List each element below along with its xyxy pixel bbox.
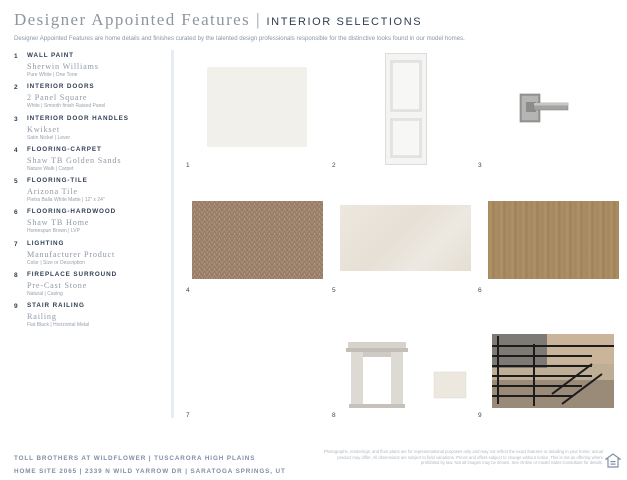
grid-cell-2 [330,50,476,175]
item-detail: Nature Walk | Carpet [27,165,74,172]
item-detail: Homespun Brown | LVP [27,228,80,235]
item-category: WALL PAINT [27,52,74,59]
item-product: Arizona Tile [27,187,78,197]
selection-item-stair-railing [14,302,164,333]
item-category: STAIR RAILING [27,302,85,310]
item-category: FLOORING-TILE [27,177,88,185]
page-header [14,10,614,42]
grid-label: 3 [478,162,482,169]
stair-railing-image [492,334,614,408]
equal-housing-icon [605,453,621,469]
page-title: Designer Appointed Features [14,10,251,29]
item-product: Shaw TB Golden Sands [27,155,122,165]
item-product: 2 Panel Square [27,93,88,103]
divider-line [171,50,174,418]
item-category: FLOORING-CARPET [27,145,102,153]
item-number: 2 [14,84,18,92]
item-category: FIREPLACE SURROUND [27,271,118,279]
item-number: 3 [14,115,18,123]
grid-cell-4 [184,175,330,300]
item-detail: Pure White | One Tone [27,72,78,78]
grid-label: 8 [332,412,336,419]
footer-disclaimer: Photographs, renderings, and floor plans are for representational purposes only and may not reflect the exact features or detailing in your home; actual product may differ. All dimensions are subject to field variations. Prices and offers subject to change without notice. This is not an offering where prohibited by law. Not all images may be shown. See Online or model Sales Consultant for details. [323,449,603,465]
fireplace-image [346,340,470,412]
grid-label: 1 [186,162,190,169]
footer-community [14,452,286,478]
grid-label: 6 [478,287,482,294]
selection-item-fireplace [14,271,164,302]
selection-list [14,52,164,334]
grid-cell-8 [330,300,476,425]
item-detail: Flat Black | Horizontal Metal [27,322,90,329]
hardwood-swatch [488,201,619,279]
item-product: Kwikset [27,124,60,134]
item-number: 8 [14,272,18,280]
item-detail: Satin Nickel | Lever [27,134,70,141]
grid-label: 7 [186,412,190,419]
item-number: 4 [14,146,18,154]
item-number: 6 [14,209,18,217]
footer-line-2: HOME SITE 2065 | 2339 N WILD YARROW DR | SARATOGA SPRINGS, UT [14,468,286,475]
item-product: Pre-Cast Stone [27,281,88,291]
selection-item-tile [14,177,164,208]
item-number: 1 [14,53,18,60]
footer-line-1: TOLL BROTHERS AT WILDFLOWER | TUSCARORA HIGH PLAINS [14,455,256,462]
title-row [14,10,614,30]
item-number: 5 [14,178,18,186]
item-category: INTERIOR DOOR HANDLES [27,114,129,122]
selection-item-carpet [14,146,164,177]
item-detail: Pietra Balla White Matte | 12" x 24" [27,197,105,204]
grid-label: 4 [186,287,190,294]
item-detail: Color | Size or Description [27,259,85,266]
item-product: Shaw TB Home [27,218,90,228]
item-category: FLOORING-HARDWOOD [27,208,117,216]
selection-item-lighting [14,240,164,271]
tile-swatch [340,205,471,271]
grid-label: 2 [332,162,336,169]
title-separator: | [256,10,260,29]
image-grid [184,50,622,432]
selection-item-wall-paint [14,52,164,83]
item-number: 7 [14,240,18,248]
paint-swatch [208,68,306,146]
selection-item-hardwood [14,208,164,239]
lever-handle-image [516,90,572,130]
grid-cell-5 [330,175,476,300]
item-product: Manufacturer Product [27,249,116,259]
page-subtitle: Designer Appointed Features are home details and finishes curated by the talented design professionals responsible for the distinctive looks found in our model homes. [14,35,465,42]
grid-cell-9 [476,300,622,425]
grid-label: 5 [332,287,336,294]
item-category: LIGHTING [27,239,65,247]
grid-cell-1 [184,50,330,175]
section-title: INTERIOR SELECTIONS [266,16,423,28]
selection-item-door-handles [14,115,164,146]
item-category: INTERIOR DOORS [27,83,95,91]
item-product: Railing [27,312,57,322]
item-detail: Natural | Casing [27,291,63,298]
grid-label: 9 [478,412,482,419]
grid-cell-7 [184,300,330,425]
item-detail: White | Smooth finish Raised Panel [27,103,106,110]
item-product: Sherwin Williams [27,62,99,71]
door-image [385,53,427,165]
grid-cell-6 [476,175,622,300]
carpet-swatch [192,201,323,279]
item-number: 9 [14,303,18,311]
grid-cell-3 [476,50,622,175]
selection-item-interior-doors [14,83,164,114]
